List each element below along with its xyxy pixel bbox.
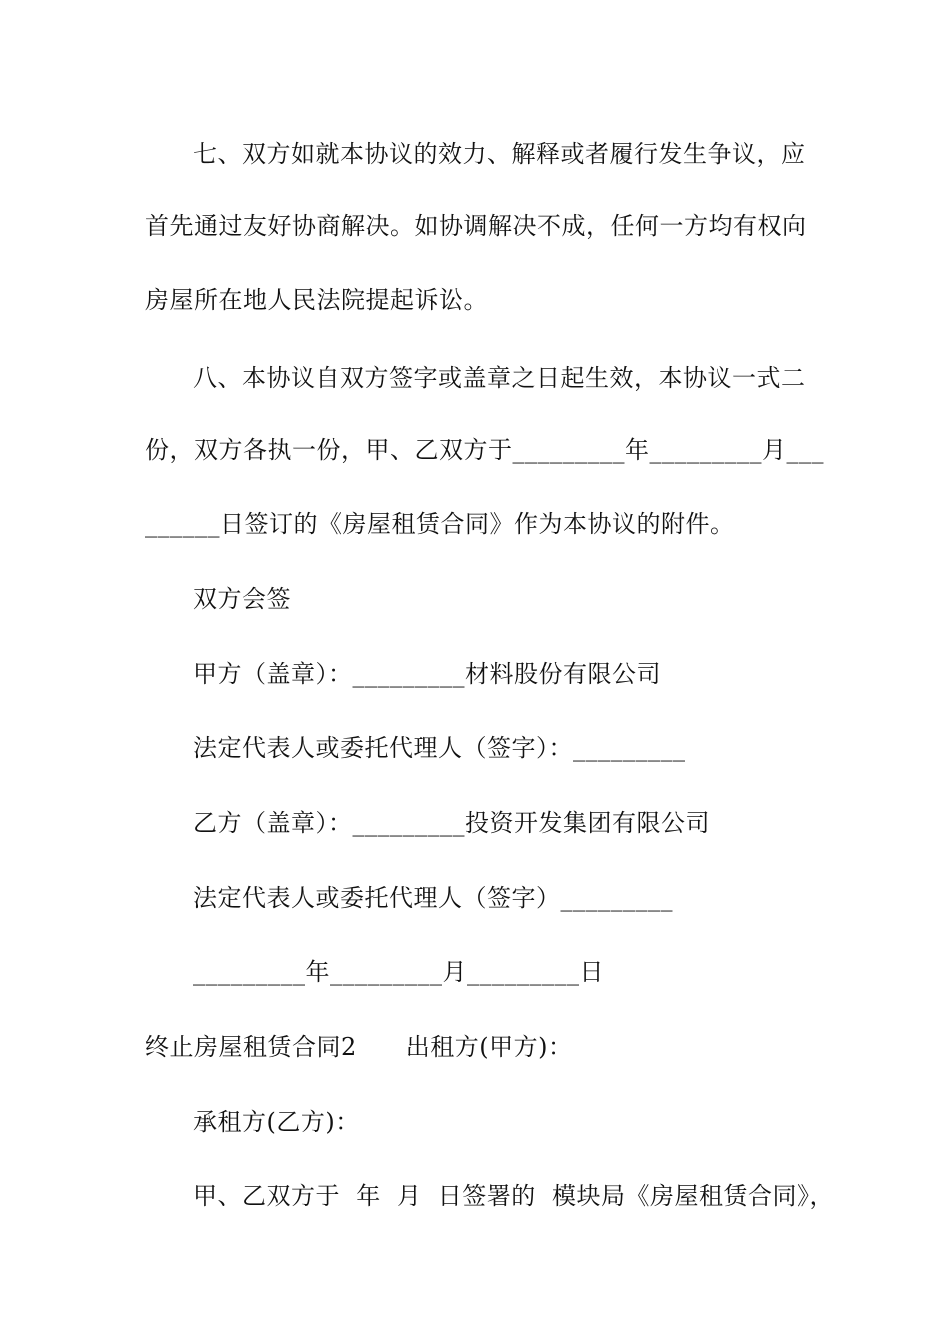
party-a-representative: 法定代表人或委托代理人（签字）：_________ xyxy=(193,734,686,762)
lessee-line: 承租方(乙方)： xyxy=(193,1108,360,1136)
party-a-seal: 甲方（盖章）：_________材料股份有限公司 xyxy=(193,660,661,688)
contract-intro-line: 甲、乙双方于 年 月 日签署的 模块局《房屋租赁合同》， xyxy=(193,1182,835,1210)
clause-7-line-2: 首先通过友好协商解决。如协调解决不成，任何一方均有权向 xyxy=(145,212,807,240)
clause-8-line-1: 八、本协议自双方签字或盖章之日起生效，本协议一式二 xyxy=(193,364,806,392)
cosign-heading: 双方会签 xyxy=(193,585,291,613)
party-b-seal: 乙方（盖章）：_________投资开发集团有限公司 xyxy=(193,809,710,837)
signing-date: _________年_________月_________日 xyxy=(193,958,604,986)
section-title-lessor: 终止房屋租赁合同2 出租方(甲方)： xyxy=(145,1033,573,1061)
clause-8-line-2: 份，双方各执一份，甲、乙双方于_________年_________月___ xyxy=(145,436,824,464)
clause-7-line-3: 房屋所在地人民法院提起诉讼。 xyxy=(145,286,488,314)
party-b-representative: 法定代表人或委托代理人（签字）_________ xyxy=(193,884,673,912)
clause-8-line-3: ______日签订的《房屋租赁合同》作为本协议的附件。 xyxy=(145,510,735,538)
clause-7-line-1: 七、双方如就本协议的效力、解释或者履行发生争议，应 xyxy=(193,140,806,168)
